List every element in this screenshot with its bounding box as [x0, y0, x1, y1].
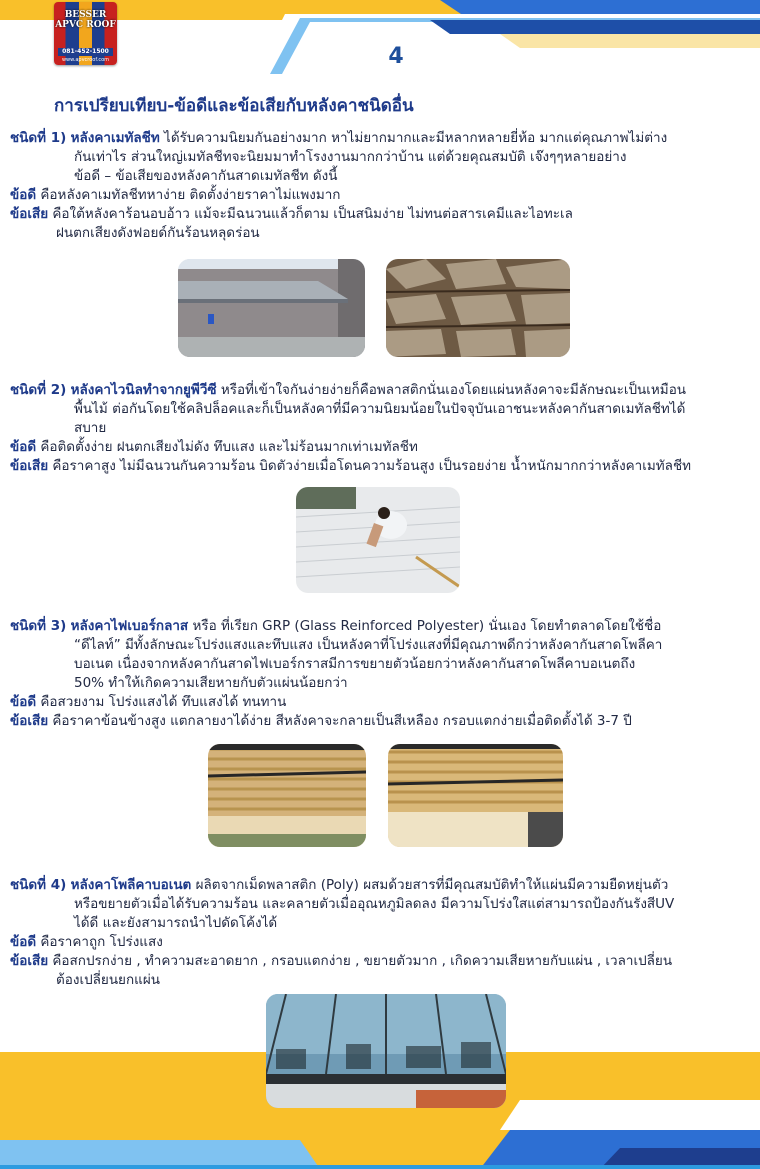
photo-polycarbonate-roof [266, 994, 506, 1108]
photo-rusted-metal-roof [386, 259, 570, 357]
page-title: การเปรียบเทียบ-ข้อดีและข้อเสียกับหลังคาชนิดอื่น [54, 96, 414, 116]
logo-phone: 081-452-1500 [58, 48, 113, 56]
photo-upvc-roof-installation [296, 487, 460, 593]
photo-fiberglass-roof-1 [208, 744, 366, 847]
brand-logo: BESSER APVC ROOF 081-452-1500 www.apvcroof.com [54, 2, 117, 65]
section-3: ชนิดที่ 3) หลังคาไฟเบอร์กลาส หรือ ที่เรียก GRP (Glass Reinforced Polyester) นั่นเอง โดยทำตลาดโดยใช้ชื่อ “ดีไลท์” มีทั้งลักษณะโปร่งแสงและทึบแสง เป็นหลังคาที่โปร่งแสงที่มีคุณภาพดีกว่าหลังคากันสาดโพลีคา บอเนต เนื่องจากหลังคากันสาดไฟเบอร์กราสมีการขยายตัวน้อยกว่าหลังคากันสาดโพลีคาบอเนตถึง 50% ทำให้เกิดความเสียหายกับตัวแผ่นน้อยกว่า ข้อดี คือสวยงาม โปร่งแสงได้ ทึบแสงได้ ทนทาน ข้อเสีย คือราคาข้อนข้างสูง แตกลายงาได้ง่าย สีหลังคาจะกลายเป็นสีเหลือง กรอบแตกง่ายเมื่อติดตั้งได้ 3-7 ปี [10, 618, 663, 729]
section-2: ชนิดที่ 2) หลังคาไวนิลทำจากยูพีวีซี หรือที่เข้าใจกันง่ายง่ายก็คือพลาสติกนั่นเองโดยแผ่นหลังคาจะมีลักษณะเป็นเหมือน พื้นไม้ ต่อกันโดยใช้คลิปล็อคและก็เป็นหลังคาที่มีความนิยมน้อยในปัจจุบันเอาชนะหลังคากันสาดเมทัลชีทได้ สบาย ข้อดี คือติดตั้งง่าย ฝนตกเสียงไม่ดัง ทึบแสง และไม่ร้อนมากเท่าเมทัลชีท ข้อเสีย คือราคาสูง ไม่มีฉนวนกันความร้อน บิดตัวง่ายเมื่อโดนความร้อนสูง เป็นรอยง่าย น้ำหนักมากกว่าหลังคาเมทัลชีท [10, 382, 692, 474]
photo-metal-sheet-building [178, 259, 365, 357]
page-number: 4 [388, 44, 404, 69]
logo-website: www.apvcroof.com [61, 57, 110, 63]
section-4: ชนิดที่ 4) หลังคาโพลีคาบอเนต ผลิตจากเม็ดพลาสติก (Poly) ผสมด้วยสารที่มีคุณสมบัติทำให้แผ่นมีความยืดหยุ่นตัว หรือขยายตัวเมื่อได้รับความร้อน และคลายตัวเมื่ออุณหภูมิลดลง มีความโปร่งใสแต่สามารถป้องกันรังสีUV ได้ดี และยังสามารถนำไปดัดโค้งได้ ข้อดี คือราคาถูก โปร่งแสง ข้อเสีย คือสกปรกง่าย , ทำความสะอาดยาก , กรอบแตกง่าย , ขยายตัวมาก , เกิดความเสียหายกับแผ่น , เวลาเปลี่ยน ต้องเปลี่ยนยกแผ่น [10, 877, 675, 988]
photo-fiberglass-roof-2 [388, 744, 563, 847]
section-1: ชนิดที่ 1) หลังคาเมทัลชีท ได้รับความนิยมกันอย่างมาก หาไม่ยากมากและมีหลากหลายยี่ห้อ มากแต่คุณภาพไม่ต่าง กันเท่าไร ส่วนใหญ่เมทัลชีทจะนิยมมาทำโรงงานมากกว่าบ้าน แต่ด้วยคุณสมบัติ เจ๊งๆๆหลายอย่าง ข้อดี – ข้อเสียของหลังคากันสาดเมทัลชีท ดังนี้ ข้อดี คือหลังคาเมทัลชีทหาง่าย ติดตั้งง่ายราคาไม่แพงมาก ข้อเสีย คือใต้หลังคาร้อนอบอ้าว แม้จะมีฉนวนแล้วก็ตาม เป็นสนิมง่าย ไม่ทนต่อสารเคมีและไอทะเล ฝนตกเสียงดังฟอยด์กันร้อนหลุดร่อน [10, 130, 668, 241]
